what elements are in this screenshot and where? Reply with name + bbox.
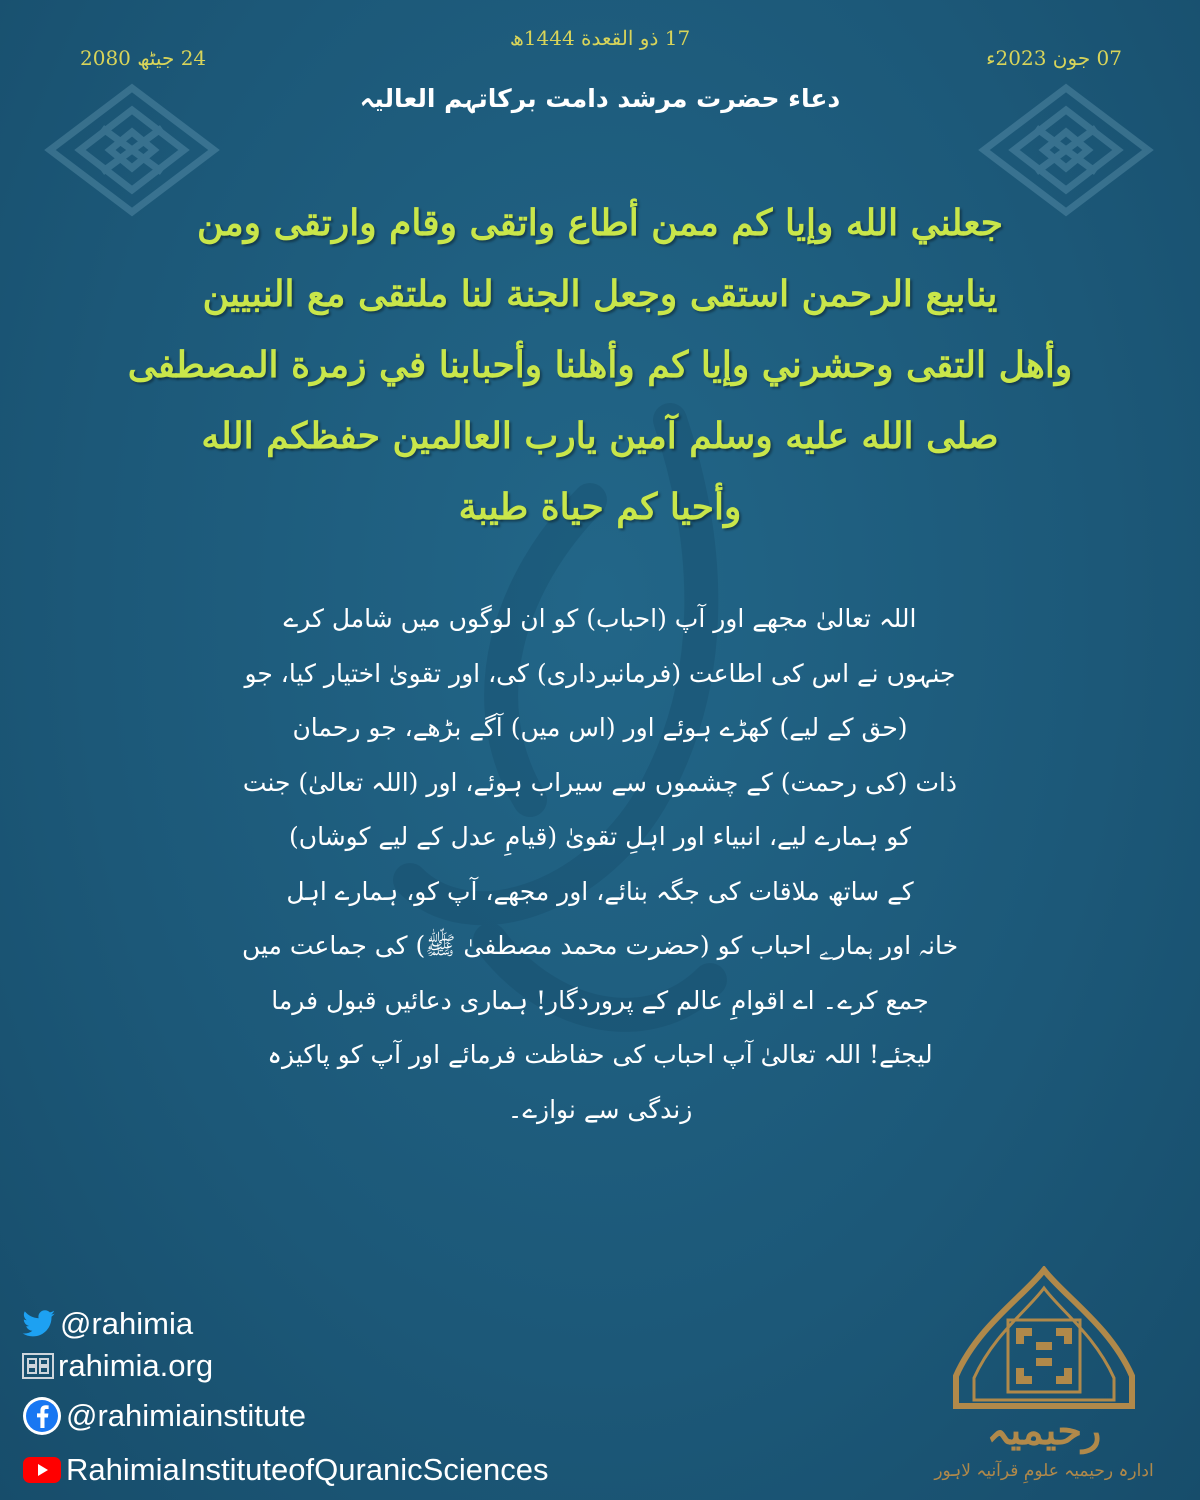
website-link[interactable] — [22, 1348, 213, 1384]
urdu-line: جنہوں نے اس کی اطاعت (فرمانبرداری) کی، اور تقویٰ اختیار کیا، جو — [244, 658, 956, 688]
facebook-link[interactable] — [22, 1396, 306, 1436]
rahimia-logo — [908, 1266, 1180, 1488]
arabic-line: وأهل التقى وحشرني وإيا كم وأهلنا وأحبابنا في زمرة المصطفى — [127, 344, 1073, 386]
twitter-link[interactable] — [22, 1306, 193, 1342]
urdu-line: کے ساتھ ملاقات کی جگہ بنائے، اور مجھے، آپ کو، ہمارے اہل — [286, 876, 914, 906]
bikrami-date: 24 جیٹھ 2080 — [80, 46, 207, 70]
arabic-line: جعلني الله وإيا كم ممن أطاع واتقى وقام وارتقى ومن — [196, 202, 1004, 244]
logo-name: رحیمیہ — [986, 1407, 1102, 1454]
gregorian-date: 07 جون 2023ء — [986, 46, 1122, 70]
knot-emblem — [1008, 1320, 1080, 1392]
urdu-translation — [170, 592, 1030, 1137]
urdu-line: (حق کے لیے) کھڑے ہوئے اور (اس میں) آگے بڑھے، جو رحمان — [292, 713, 908, 742]
twitter-icon — [22, 1310, 56, 1338]
arabic-dua — [110, 188, 1090, 543]
twitter-handle: @rahimia — [60, 1306, 194, 1341]
arabic-line: ينابيع الرحمن استقى وجعل الجنة لنا ملتقى مع النبيين — [202, 273, 998, 315]
hijri-date: 17 ذو القعدة 1444ھ — [509, 26, 691, 50]
arabic-line: وأحيا كم حياة طيبة — [458, 486, 742, 528]
arabic-line: صلى الله عليه وسلم آمين يارب العالمين حفظكم الله — [201, 415, 999, 457]
urdu-line: ذات (کی رحمت) کے چشموں سے سیراب ہوئے، اور (اللہ تعالیٰ) جنت — [242, 767, 958, 797]
youtube-icon — [22, 1456, 62, 1484]
logo-tagline: ادارہ رحیمیہ علومِ قرآنیہ لاہور — [934, 1461, 1154, 1481]
facebook-icon — [22, 1396, 62, 1436]
youtube-channel: RahimiaInstituteofQuranicSciences — [66, 1452, 549, 1487]
urdu-line: زندگی سے نوازے۔ — [507, 1094, 693, 1124]
website-icon — [22, 1353, 54, 1379]
urdu-line: لیجئے! اللہ تعالیٰ آپ احباب کی حفاظت فرمائے اور آپ کو پاکیزہ — [267, 1040, 933, 1069]
urdu-line: خانہ اور ہمارے احباب کو (حضرت محمد مصطفیٰ ﷺ) کی جماعت میں — [241, 931, 959, 960]
youtube-link[interactable] — [22, 1452, 548, 1488]
page-subtitle: دعاء حضرت مرشد دامت برکاتہم العالیہ — [359, 84, 841, 113]
urdu-line: اللہ تعالیٰ مجھے اور آپ (احباب) کو ان لوگوں میں شامل کرے — [283, 604, 917, 633]
website-url: rahimia.org — [58, 1348, 214, 1383]
facebook-handle: @rahimiainstitute — [66, 1398, 306, 1433]
urdu-line: کو ہمارے لیے، انبیاء اور اہلِ تقویٰ (قیامِ عدل کے لیے کوشاں) — [288, 822, 912, 851]
urdu-line: جمع کرے۔ اے اقوامِ عالم کے پروردگار! ہماری دعائیں قبول فرما — [271, 985, 929, 1015]
